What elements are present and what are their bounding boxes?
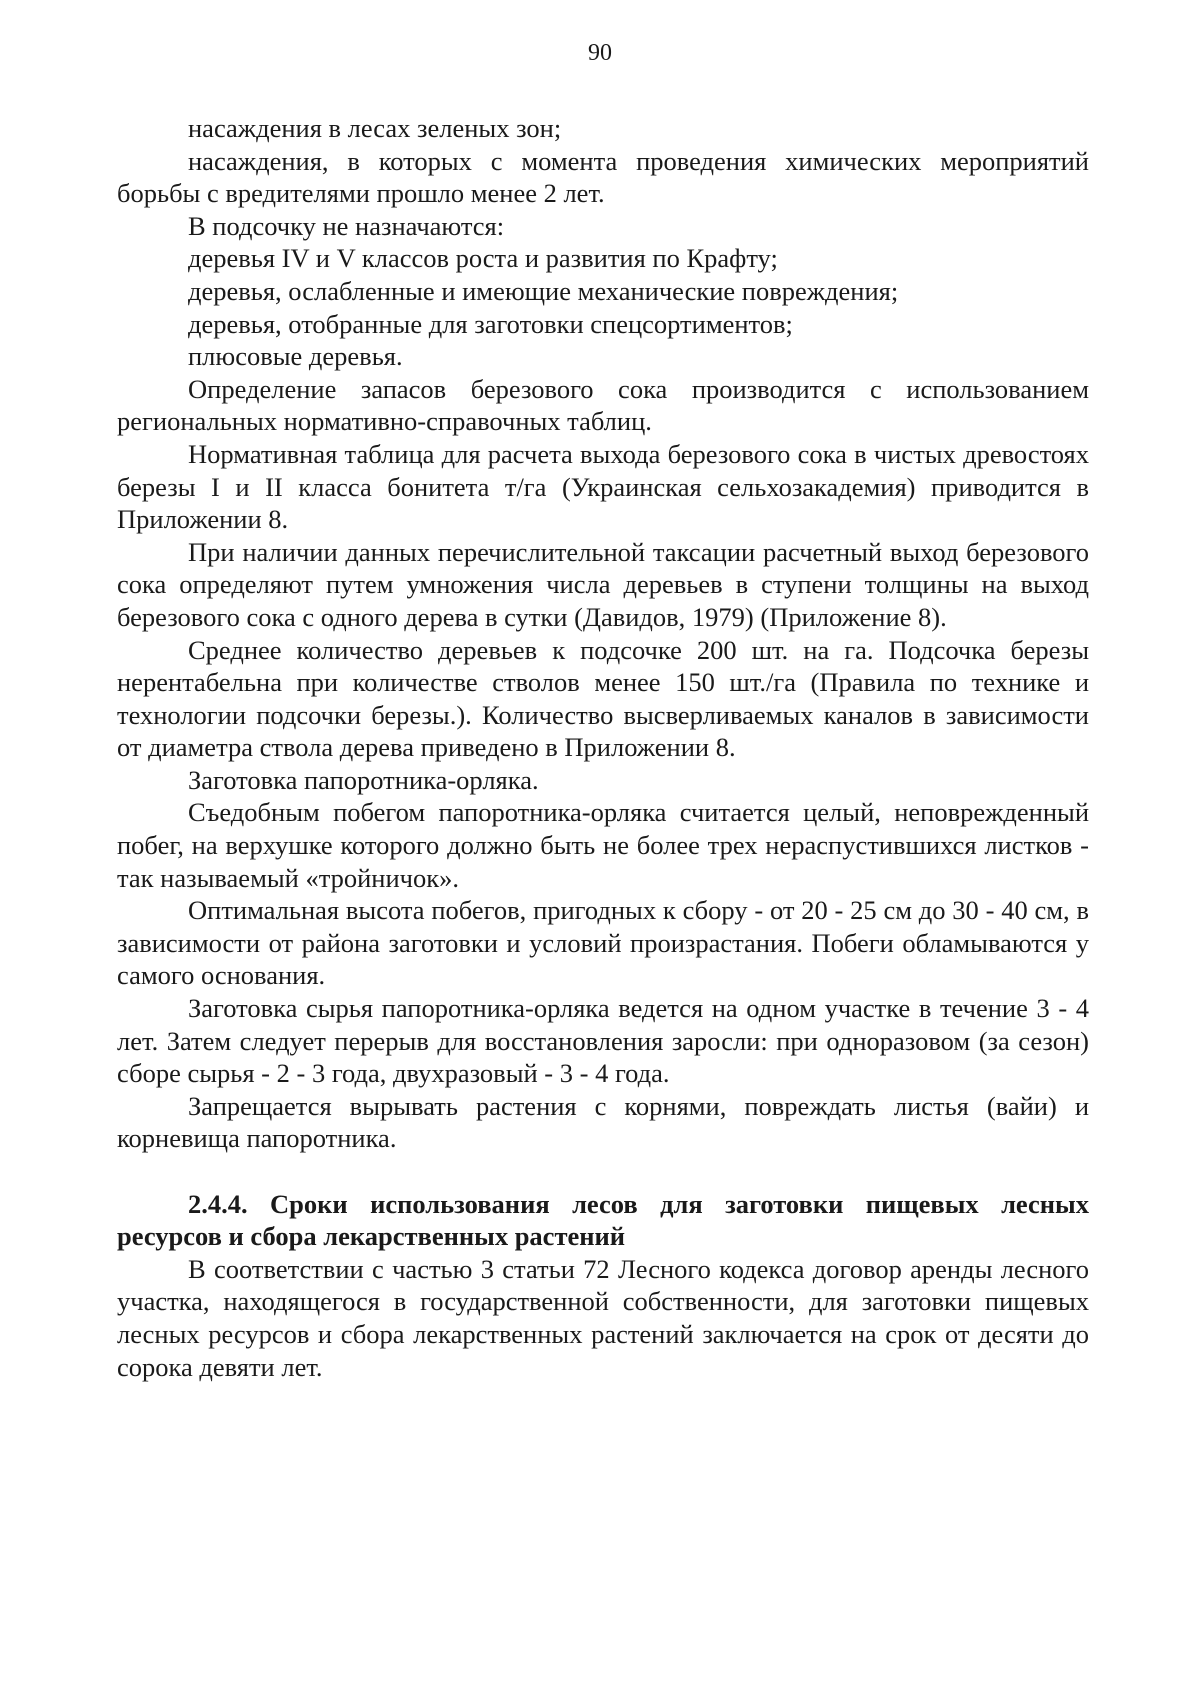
paragraph: Съедобным побегом папоротника-орляка считается целый, неповрежденный побег, на верхушке которого должно быть не более трех нераспустившихся листков - так называемый «тройничок». xyxy=(117,797,1089,893)
paragraph: плюсовые деревья. xyxy=(188,341,403,372)
paragraph: насаждения, в которых с момента проведения химических мероприятий борьбы с вредителями прошло менее 2 лет. xyxy=(117,145,1089,209)
section-paragraph: В соответствии с частью 3 статьи 72 Лесного кодекса договор аренды лесного участка, находящегося в государственной собственности, для заготовки пищевых лесных ресурсов и сбора лекарственных растений заключается на срок от десяти до сорока девяти лет. xyxy=(117,1253,1089,1382)
paragraph: деревья, ослабленные и имеющие механические повреждения; xyxy=(188,275,899,306)
paragraph: Заготовка сырья папоротника-орляка ведется на одном участке в течение 3 - 4 лет. Затем следует перерыв для восстановления заросли: при одноразовом (за сезон) сборе сырья - 2 - 3 года, двухразовый - 3 - 4 года. xyxy=(117,993,1089,1089)
paragraph: Заготовка папоротника-орляка. xyxy=(188,764,539,795)
paragraph: При наличии данных перечислительной таксации расчетный выход березового сока определяют путем умножения числа деревьев в ступени толщины на выход березового сока с одного дерева в сутки (Давидов, 1979) (Приложение 8). xyxy=(117,536,1089,632)
paragraph: насаждения в лесах зеленых зон; xyxy=(188,113,562,143)
paragraph: деревья, отобранные для заготовки спецсортиментов; xyxy=(188,308,793,339)
page-number: 90 xyxy=(588,40,612,66)
paragraph: Определение запасов березового сока производится с использованием региональных нормативно-справочных таблиц. xyxy=(117,373,1089,437)
page-body xyxy=(117,112,1089,1383)
paragraph: В подсочку не назначаются: xyxy=(188,210,505,241)
paragraph: Нормативная таблица для расчета выхода березового сока в чистых древостоях березы I и II класса бонитета т/га (Украинская сельхозакадемия) приводится в Приложении 8. xyxy=(117,438,1089,535)
paragraph: Среднее количество деревьев к подсочке 200 шт. на га. Подсочка березы нерентабельна при количестве стволов менее 150 шт./га (Правила по технике и технологии подсочки березы.). Количество высверливаемых каналов в зависимости от диаметра ствола дерева приведено в Приложении 8. xyxy=(117,634,1089,763)
paragraph: деревья IV и V классов роста и развития по Крафту; xyxy=(188,243,778,274)
paragraph: Запрещается вырывать растения с корнями, повреждать листья (вайи) и корневища папоротника. xyxy=(117,1090,1089,1154)
section-heading: 2.4.4. Сроки использования лесов для заготовки пищевых лесных ресурсов и сбора лекарственных растений xyxy=(117,1188,1089,1252)
paragraph: Оптимальная высота побегов, пригодных к сбору - от 20 - 25 см до 30 - 40 см, в зависимости от района заготовки и условий произрастания. Побеги обламываются у самого основания. xyxy=(117,895,1089,991)
